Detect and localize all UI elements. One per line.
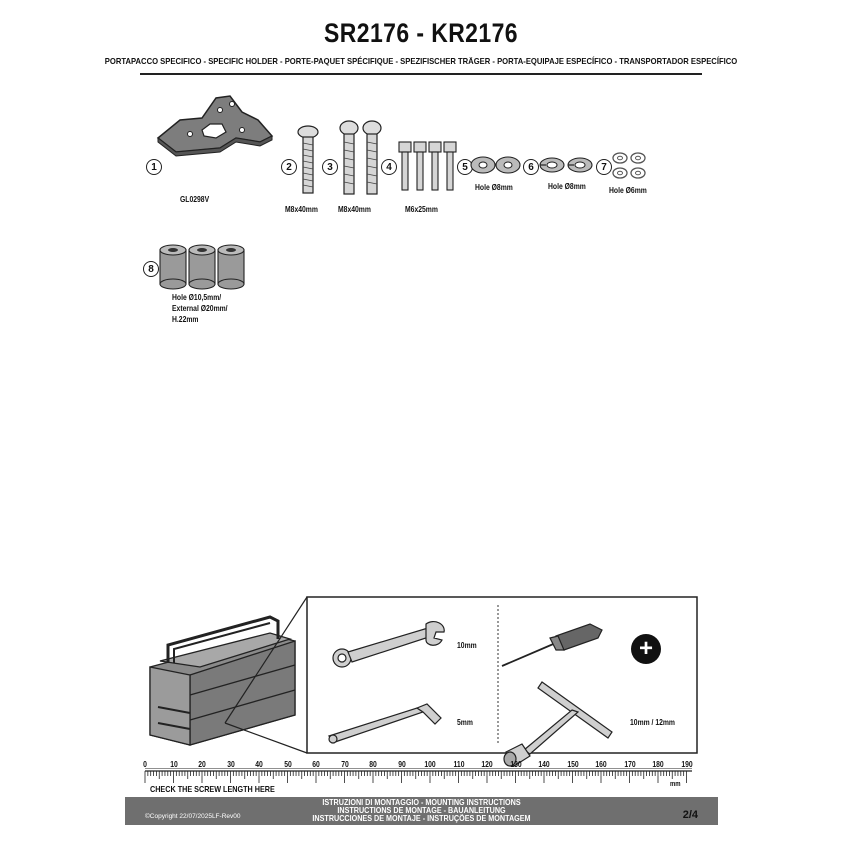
part-label-8-line1: Hole Ø10,5mm/ bbox=[172, 293, 222, 302]
toolbox-icon bbox=[150, 617, 295, 745]
ruler-tick-label: 30 bbox=[226, 760, 235, 769]
page-title: SR2176 - KR2176 bbox=[324, 18, 518, 48]
ruler-tick-label: 20 bbox=[198, 760, 206, 769]
part-label-1: GL0298V bbox=[180, 195, 210, 204]
footer-line-3: INSTRUCCIONES DE MONTAJE - INSTRUÇÕES DE MONTAGEM bbox=[312, 814, 531, 823]
wrench-size-label: 10mm bbox=[457, 641, 477, 650]
ruler-tick-label: 90 bbox=[397, 760, 406, 769]
part-label-7: Hole Ø6mm bbox=[609, 186, 647, 195]
ruler-tick-label: 70 bbox=[340, 760, 349, 769]
part-number-6: 6 bbox=[523, 159, 539, 175]
ruler-tick-label: 80 bbox=[369, 760, 377, 769]
spring-washer-icon bbox=[538, 154, 596, 176]
part-number-1: 1 bbox=[146, 159, 162, 175]
small-washers-icon bbox=[610, 150, 650, 182]
ruler-tick-label: 160 bbox=[595, 760, 607, 769]
ruler-caption: CHECK THE SCREW LENGTH HERE bbox=[150, 784, 275, 794]
ruler-tick-label: 40 bbox=[255, 760, 263, 769]
ruler-tick-label: 0 bbox=[143, 760, 147, 769]
ruler-tick-label: 50 bbox=[283, 760, 292, 769]
short-bolts-icon bbox=[397, 140, 459, 192]
footer-line-1: ISTRUZIONI DI MONTAGGIO - MOUNTING INSTRUCTIONS bbox=[322, 798, 521, 807]
part-number-7: 7 bbox=[596, 159, 612, 175]
plate-icon bbox=[150, 90, 280, 170]
copyright-text: ©Copyright 22/07/2025LF-Rev00 bbox=[145, 813, 241, 820]
ruler-tick-label: 130 bbox=[509, 760, 522, 769]
part-number-8: 8 bbox=[143, 261, 159, 277]
part-label-5: Hole Ø8mm bbox=[475, 183, 513, 192]
t-wrench-size-label: 10mm / 12mm bbox=[630, 718, 675, 727]
part-label-8-line2: External Ø20mm/ bbox=[172, 304, 228, 313]
ruler-tick-label: 140 bbox=[538, 760, 550, 769]
bolts-pair-icon bbox=[338, 120, 384, 196]
part-label-3: M8x40mm bbox=[338, 205, 371, 214]
part-label-8-line3: H.22mm bbox=[172, 315, 199, 324]
phillips-plus-icon: + bbox=[631, 634, 661, 664]
allen-key-icon bbox=[325, 700, 445, 745]
spacer-icon bbox=[158, 242, 250, 290]
ruler-tick-label: 100 bbox=[424, 760, 436, 769]
part-number-2: 2 bbox=[281, 159, 297, 175]
ruler-tick-label: 190 bbox=[680, 760, 693, 769]
part-number-3: 3 bbox=[322, 159, 338, 175]
part-number-5: 5 bbox=[457, 159, 473, 175]
allen-key-size-label: 5mm bbox=[457, 718, 473, 727]
ruler-tick-label: 60 bbox=[312, 760, 320, 769]
washer-icon bbox=[470, 154, 522, 176]
part-label-2: M8x40mm bbox=[285, 205, 318, 214]
footer-line-2: INSTRUCTIONS DE MONTAGE - BAUANLEITUNG bbox=[337, 806, 506, 815]
footer-bar bbox=[125, 797, 718, 825]
ruler-tick-label: 180 bbox=[652, 760, 664, 769]
t-wrench-icon bbox=[500, 678, 620, 770]
ruler-tick-label: 10 bbox=[169, 760, 178, 769]
screwdriver-icon bbox=[498, 620, 608, 670]
part-label-8 bbox=[172, 292, 228, 325]
ruler-tick-label: 150 bbox=[566, 760, 579, 769]
ruler-tick-label: 170 bbox=[623, 760, 636, 769]
wrench-icon bbox=[330, 620, 450, 670]
ruler-tick-label: 120 bbox=[481, 760, 493, 769]
parts-list bbox=[0, 0, 842, 340]
ruler-unit: mm bbox=[670, 781, 681, 788]
part-number-4: 4 bbox=[381, 159, 397, 175]
page-number: 2/4 bbox=[682, 809, 698, 821]
bolt-icon bbox=[296, 125, 320, 195]
ruler-tick-label: 110 bbox=[453, 760, 464, 769]
part-label-4: M6x25mm bbox=[405, 205, 438, 214]
page-subtitle: PORTAPACCO SPECIFICO - SPECIFIC HOLDER - PORTE-PAQUET SPÉCIFIQUE - SPEZIFISCHER TRÄGER - PORTA-EQUIPAJE ESPECÍFICO - TRANSPORTADOR ESPECÍFICO bbox=[104, 56, 738, 66]
part-label-6: Hole Ø8mm bbox=[548, 182, 586, 191]
